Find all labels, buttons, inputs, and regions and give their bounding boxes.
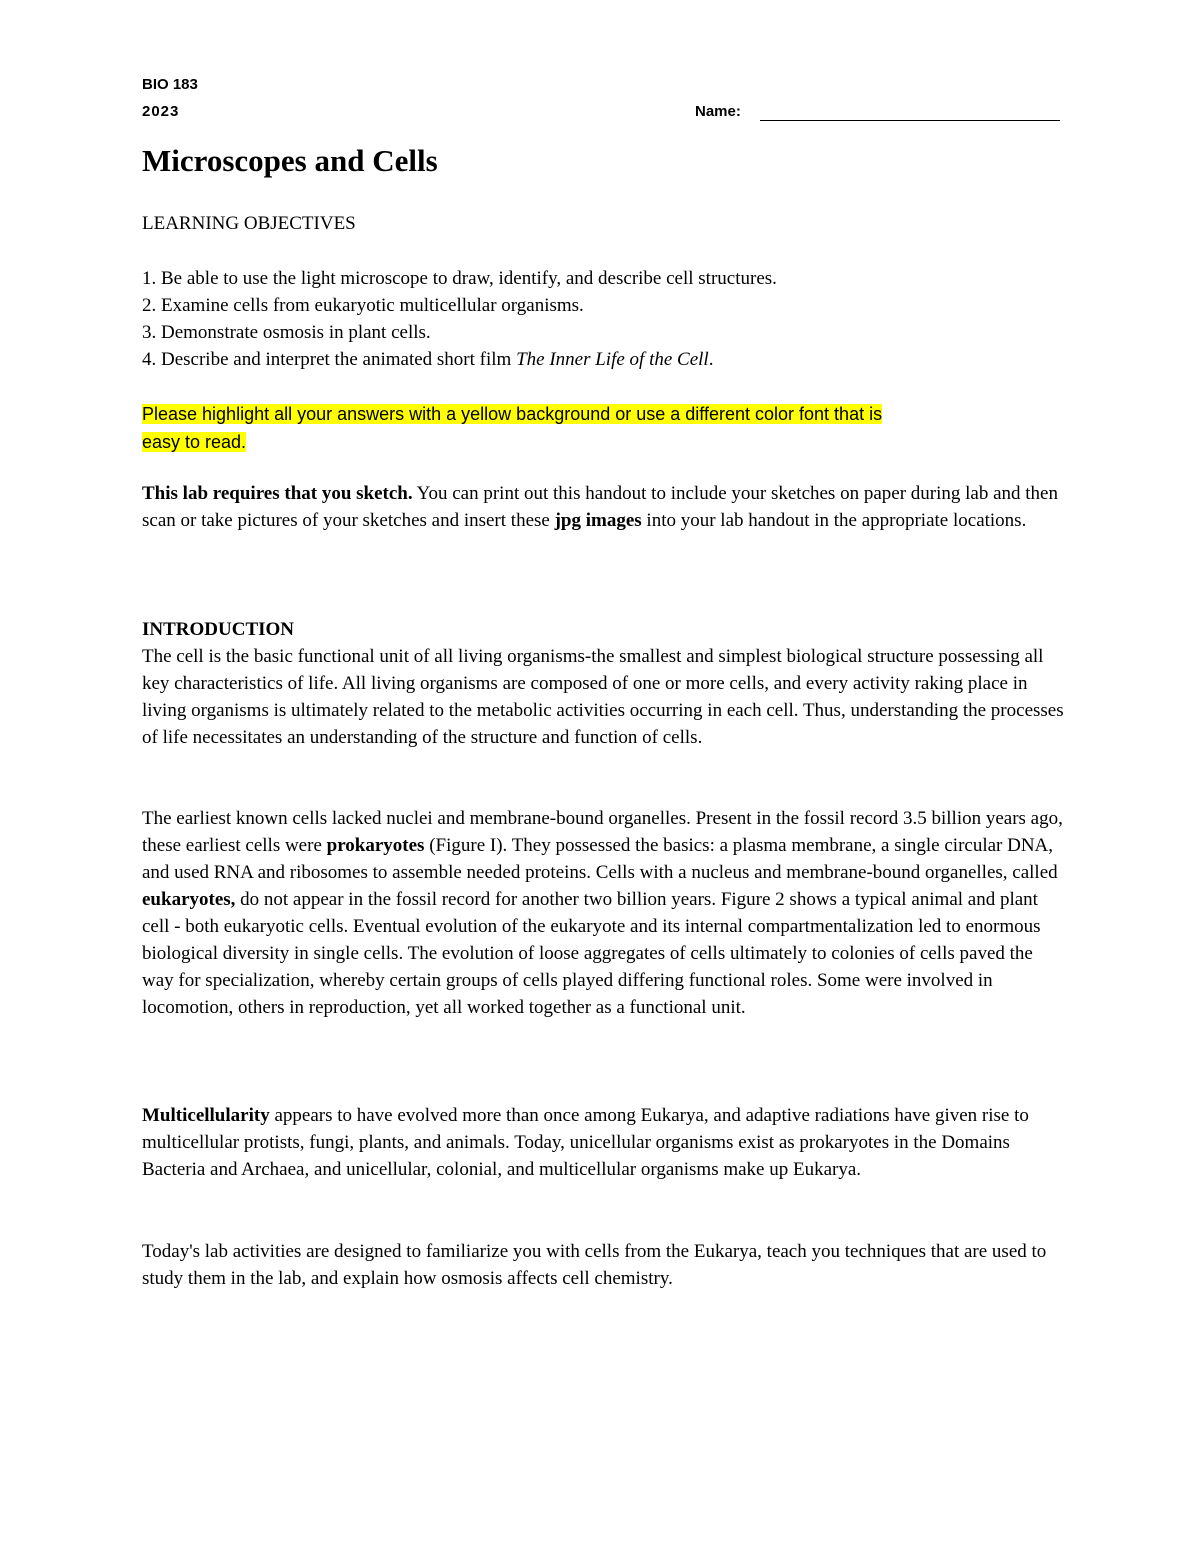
introduction-heading: INTRODUCTION [142, 619, 295, 640]
jpg-images-term: jpg images [554, 510, 642, 531]
name-label: Name: [695, 103, 741, 120]
intro-paragraph-3 [142, 1102, 1067, 1183]
course-code: BIO 183 [142, 76, 198, 93]
sketch-note [142, 480, 1067, 534]
objective-item: 2. Examine cells from eukaryotic multicellular organisms. [142, 295, 584, 316]
intro-paragraph-4: Today's lab activities are designed to familiarize you with cells from the Eukarya, teach you techniques that are used to study them in the lab, and explain how osmosis affects cell chemistry. [142, 1241, 1047, 1289]
film-title: The Inner Life of the Cell [516, 349, 709, 370]
objective-item: 1. Be able to use the light microscope to draw, identify, and describe cell structures. [142, 268, 777, 289]
intro-p3-text: appears to have evolved more than once among Eukarya, and adaptive radiations have given rise to multicellular protists, fungi, plants, and animals. Today, unicellular organisms exist as prokaryotes in the Domains Bacteria and Archaea, and unicellular, colonial, and multicellular organisms make up Eukarya. [142, 1105, 1029, 1180]
eukaryotes-term: eukaryotes, [142, 889, 236, 910]
multicellularity-term: Multicellularity [142, 1105, 270, 1126]
objectives-list [142, 265, 1067, 373]
intro-paragraph-2 [142, 805, 1067, 1021]
page-title: Microscopes and Cells [142, 143, 438, 178]
prokaryotes-term: prokaryotes [326, 835, 425, 856]
intro-p2-text-a: The earliest known cells lacked nuclei and membrane-bound organelles. Present in the fossil record 3.5 billion years ago, these earliest cells were [142, 808, 1063, 856]
intro-p2-text-c: do not appear in the fossil record for another two billion years. Figure 2 shows a typical animal and plant cell - both eukaryotic cells. Eventual evolution of the eukaryote and its internal compartmentalization led to enormous biological diversity in single cells. The evolution of loose aggregates of cells ultimately to colonies of cells paved the way for specialization, whereby certain groups of cells played differing functional roles. Some were involved in locomotion, others in reproduction, yet all worked together as a functional unit. [142, 889, 1041, 1018]
objective-item [142, 346, 1067, 373]
objectives-heading: LEARNING OBJECTIVES [142, 213, 356, 234]
intro-paragraph-1: The cell is the basic functional unit of all living organisms-the smallest and simplest biological structure possessing all key characteristics of life. All living organisms are composed of one or more cells, and every activity raking place in living organisms is ultimately related to the metabolic activities occurring in each cell. Thus, understanding the processes of life necessitates an understanding of the structure and function of cells. [142, 646, 1064, 748]
highlight-note-line-1: Please highlight all your answers with a yellow background or use a different color font that is [142, 404, 883, 424]
intro-p2-text-b: (Figure I). They possessed the basics: a plasma membrane, a single circular DNA, and used RNA and ribosomes to assemble needed proteins. Cells with a nucleus and membrane-bound organelles, called [142, 835, 1058, 883]
sketch-note-text-a: You can print out this handout to include your sketches on paper during lab and then scan or take pictures of your sketches and insert these [142, 483, 1058, 531]
objective-4-suffix: . [708, 349, 714, 370]
objective-4-prefix: 4. Describe and interpret the animated short film [142, 349, 517, 370]
highlight-note [142, 400, 1067, 456]
course-year: 2023 [142, 103, 180, 120]
sketch-note-lead: This lab requires that you sketch. [142, 483, 413, 504]
objective-item: 3. Demonstrate osmosis in plant cells. [142, 322, 431, 343]
highlight-note-line-2: easy to read. [142, 432, 247, 452]
sketch-note-text-b: into your lab handout in the appropriate locations. [641, 510, 1027, 531]
name-blank-line[interactable] [760, 120, 1060, 121]
